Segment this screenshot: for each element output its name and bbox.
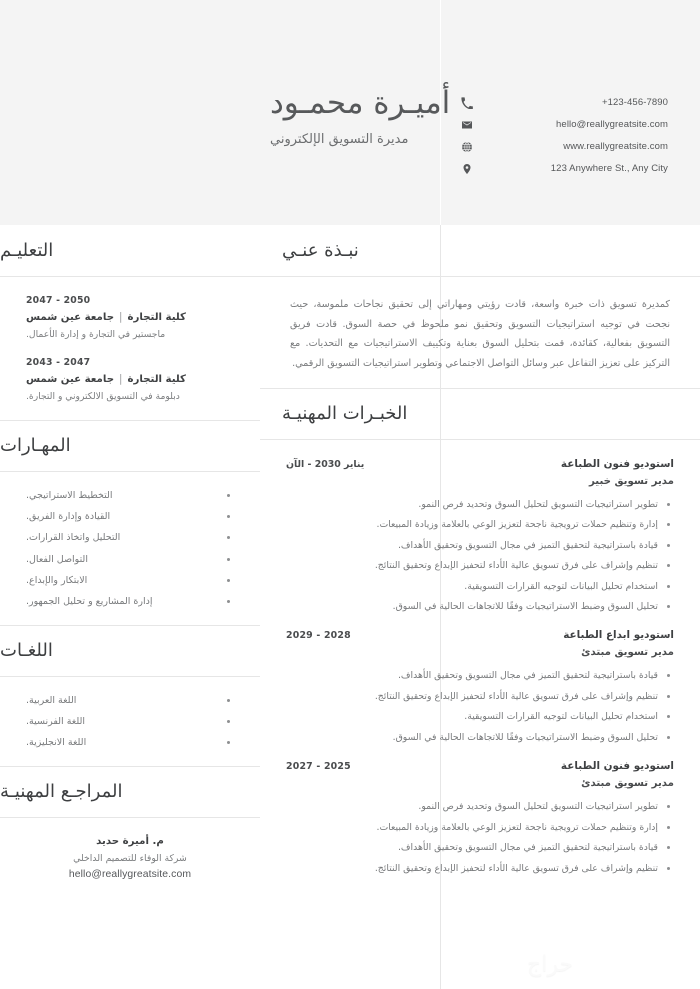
experience-item — [286, 760, 674, 875]
reference-company: شركة الوفاء للتصميم الداخلي — [73, 852, 187, 864]
contact-phone-text: +123-456-7890 — [601, 97, 668, 108]
section-header-references — [0, 766, 260, 818]
experience-bullet: قيادة باستراتيجية لتحقيق التميز في مجال التسويق وتحقيق الأهداف. — [286, 539, 674, 552]
section-body-languages — [0, 677, 260, 766]
phone-icon — [460, 96, 473, 109]
experience-bullet: تحليل السوق وضبط الاستراتيجيات وفقًا للاتجاهات الحالية في السوق. — [286, 600, 674, 613]
experience-bullet: تطوير استراتيجيات التسويق لتحليل السوق وتحديد فرص النمو. — [286, 800, 674, 813]
education-faculty: كلية التجارة — [127, 373, 186, 385]
section-body-about — [260, 277, 700, 388]
section-title-experience: الخبـرات المهنيـة — [282, 403, 408, 425]
contact-row-email[interactable] — [460, 114, 668, 135]
experience-item — [286, 458, 674, 614]
experience-bullet-list — [286, 800, 674, 875]
section-skills — [0, 420, 260, 625]
experience-bullet: تنظيم وإشراف على فرق تسويق عالية الأداء لتحفيز الإبداع وتحقيق النتائج. — [286, 559, 674, 572]
experience-company: استوديو ابداع الطباعة — [563, 629, 674, 642]
section-languages — [0, 625, 260, 766]
skill-item: إدارة المشاريع و تحليل الجمهور. — [26, 596, 234, 608]
experience-bullet-list — [286, 669, 674, 744]
contact-row-website[interactable] — [460, 136, 668, 157]
section-body-references — [0, 818, 260, 894]
section-body-education — [0, 277, 260, 420]
location-pin-icon — [460, 162, 473, 175]
section-title-about: نبـذة عنـي — [282, 240, 359, 261]
contact-email-text: hello@reallygreatsite.com — [556, 119, 668, 130]
language-item: اللغة الفرنسية. — [26, 716, 234, 728]
skill-item: التواصل الفعال. — [26, 554, 234, 566]
envelope-icon — [460, 118, 473, 131]
section-title-references: المراجـع المهنيـة — [0, 781, 123, 803]
skill-item: التحليل واتخاذ القرارات. — [26, 532, 234, 544]
education-separator: | — [119, 373, 123, 385]
contact-list — [460, 92, 668, 180]
experience-item-head — [286, 760, 674, 789]
contact-row-address[interactable] — [460, 158, 668, 179]
reference-name: م. أميرة حديد — [96, 835, 164, 847]
education-institution-line — [26, 374, 234, 385]
skill-item: التخطيط الاستراتيجي. — [26, 490, 234, 502]
section-title-education: التعليـم — [0, 240, 54, 261]
experience-item — [286, 629, 674, 744]
experience-company: استوديو فنون الطباعة — [560, 457, 674, 470]
skills-list — [26, 490, 234, 609]
section-body-skills — [0, 472, 260, 625]
education-dates: 2050 - 2047 — [26, 295, 91, 306]
language-item: اللغة الانجليزية. — [26, 737, 234, 749]
experience-bullet: إدارة وتنظيم حملات ترويجية ناجحة لتعزيز الوعي بالعلامة وزيادة المبيعات. — [286, 821, 674, 834]
contact-address-text: 123 Anywhere St., Any City — [550, 163, 668, 174]
candidate-name: أميـرة محمـود — [270, 85, 451, 121]
section-header-languages — [0, 625, 260, 677]
education-separator: | — [119, 312, 123, 323]
experience-bullet: إدارة وتنظيم حملات ترويجية ناجحة لتعزيز الوعي بالعلامة وزيادة المبيعات. — [286, 518, 674, 531]
section-header-skills — [0, 420, 260, 472]
content-columns — [0, 225, 700, 989]
education-faculty: كلية التجارة — [127, 312, 186, 323]
experience-dates: 2028 - 2029 — [286, 630, 351, 642]
experience-bullet: قيادة باستراتيجية لتحقيق التميز في مجال التسويق وتحقيق الأهداف. — [286, 841, 674, 854]
skill-item: القيادة وإدارة الفريق. — [26, 511, 234, 523]
section-references — [0, 766, 260, 894]
experience-bullet: قيادة باستراتيجية لتحقيق التميز في مجال التسويق وتحقيق الأهداف. — [286, 669, 674, 682]
experience-bullet: تحليل السوق وضبط الاستراتيجيات وفقًا للاتجاهات الحالية في السوق. — [286, 731, 674, 744]
main-column — [260, 225, 700, 989]
education-institution-line — [26, 312, 234, 323]
experience-dates: 2025 - 2027 — [286, 761, 351, 773]
experience-role: مدير تسويق مبتدئ — [581, 778, 674, 790]
contact-website-text: www.reallygreatsite.com — [563, 141, 668, 152]
experience-dates: يناير 2030 - الآن — [286, 458, 365, 470]
section-body-experience — [260, 440, 700, 897]
experience-bullet: تنظيم وإشراف على فرق تسويق عالية الأداء لتحفيز الإبداع وتحقيق النتائج. — [286, 862, 674, 875]
section-header-experience — [260, 388, 700, 440]
education-dates: 2047 - 2043 — [26, 356, 91, 368]
reference-item — [26, 836, 234, 880]
candidate-job-title: مديرة التسويق الإلكتروني — [270, 131, 409, 147]
experience-bullet: استخدام تحليل البيانات لتوجيه القرارات التسويقية. — [286, 580, 674, 593]
experience-role: مدير تسويق خبير — [588, 475, 674, 487]
contact-row-phone[interactable] — [460, 92, 668, 113]
header-band — [0, 0, 700, 225]
experience-item-head — [286, 458, 674, 487]
experience-bullet: استخدام تحليل البيانات لتوجيه القرارات التسويقية. — [286, 710, 674, 723]
section-about — [260, 225, 700, 388]
section-education — [0, 225, 260, 420]
education-school: جامعة عين شمس — [26, 312, 115, 323]
section-title-skills: المهـارات — [0, 435, 71, 457]
experience-bullet: تنظيم وإشراف على فرق تسويق عالية الأداء لتحفيز الإبداع وتحقيق النتائج. — [286, 690, 674, 703]
education-item — [26, 295, 234, 342]
experience-item-head — [286, 629, 674, 658]
experience-bullet-list — [286, 498, 674, 614]
skill-item: الابتكار والإبداع. — [26, 575, 234, 587]
education-description: ماجستير في التجارة و إدارة الأعمال. — [26, 329, 166, 340]
about-paragraph: كمديرة تسويق ذات خبرة واسعة، قادت رؤيتي ومهاراتي إلى تحقيق نجاحات ملموسة، حيث نجحت في توجيه استراتيجيات التسويق وتحقيق نمو ملحوظ في حصة السوق. قادت فريق التسويق بفعالية، كقائدة، قمت بتحليل السوق بعناية وتكييف الاستراتيجيات مع التحديات. مع التركيز على تعزيز التفاعل عبر وسائل التواصل الاجتماعي وتطوير استراتيجيات التسويق الرقمي. — [290, 299, 670, 369]
reference-email: hello@reallygreatsite.com — [68, 868, 192, 880]
section-experience — [260, 388, 700, 897]
section-header-about — [260, 225, 700, 277]
language-item: اللغة العربية. — [26, 695, 234, 707]
section-header-education — [0, 225, 260, 277]
experience-bullet: تطوير استراتيجيات التسويق لتحليل السوق وتحديد فرص النمو. — [286, 498, 674, 511]
education-item — [26, 357, 234, 404]
sidebar-column — [0, 225, 260, 989]
languages-list — [26, 695, 234, 750]
experience-company: استوديو فنون الطباعة — [560, 760, 674, 773]
education-description: دبلومة في التسويق الالكتروني و التجارة. — [26, 390, 180, 402]
experience-role: مدير تسويق مبتدئ — [581, 647, 674, 659]
section-title-languages: اللغـات — [0, 640, 53, 662]
watermark: حراج — [527, 952, 574, 977]
globe-icon — [460, 140, 473, 153]
education-school: جامعة عين شمس — [26, 373, 115, 385]
